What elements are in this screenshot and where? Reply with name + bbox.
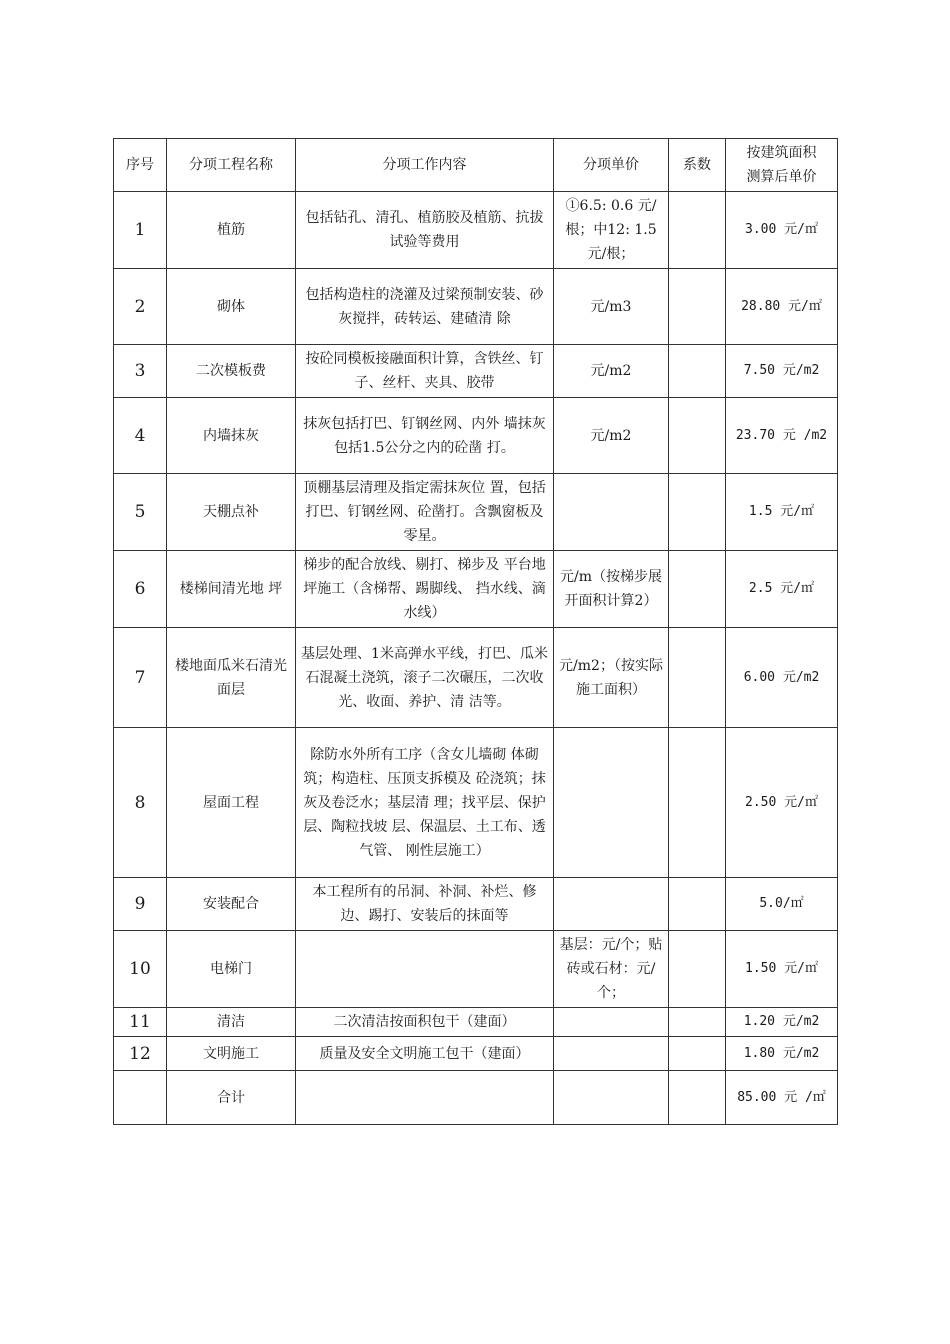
header-price: 分项单价 xyxy=(554,139,669,192)
row-content: 本工程所有的吊洞、补洞、补烂、修边、踢打、安装后的抹面等 xyxy=(296,878,554,931)
row-name: 砌体 xyxy=(167,269,296,345)
row-price xyxy=(554,474,669,551)
row-name: 植筋 xyxy=(167,192,296,269)
row-content: 包括构造柱的浇灌及过梁预制安装、砂灰搅拌，砖转运、建碴清 除 xyxy=(296,269,554,345)
row-total: 28.80 元/㎡ xyxy=(726,269,838,345)
row-coef xyxy=(669,269,726,345)
table-row xyxy=(114,728,838,878)
row-price: 元/m3 xyxy=(554,269,669,345)
row-price xyxy=(554,728,669,878)
row-price xyxy=(554,1008,669,1037)
summary-content xyxy=(296,1071,554,1125)
summary-price xyxy=(554,1071,669,1125)
row-no: 3 xyxy=(114,345,167,398)
header-content: 分项工作内容 xyxy=(296,139,554,192)
row-total: 2.5 元/㎡ xyxy=(726,551,838,628)
row-name: 清洁 xyxy=(167,1008,296,1037)
row-no: 9 xyxy=(114,878,167,931)
table-row xyxy=(114,192,838,269)
row-name: 二次模板费 xyxy=(167,345,296,398)
row-coef xyxy=(669,192,726,269)
header-total-line2: 测算后单价 xyxy=(746,169,817,185)
row-total: 1.5 元/㎡ xyxy=(726,474,838,551)
row-no: 2 xyxy=(114,269,167,345)
summary-no xyxy=(114,1071,167,1125)
row-total: 1.50 元/㎡ xyxy=(726,931,838,1008)
row-content xyxy=(296,931,554,1008)
row-total: 23.70 元 /m2 xyxy=(726,398,838,474)
row-content: 质量及安全文明施工包干（建面） xyxy=(296,1037,554,1071)
row-coef xyxy=(669,551,726,628)
row-no: 7 xyxy=(114,628,167,728)
row-price: 基层：元/个；贴砖或石材：元/个； xyxy=(554,931,669,1008)
table-row xyxy=(114,628,838,728)
row-name: 楼地面瓜米石清光面层 xyxy=(167,628,296,728)
summary-coef xyxy=(669,1071,726,1125)
row-content: 除防水外所有工序（含女儿墙砌 体砌筑；构造柱、压顶支拆模及 砼浇筑；抹灰及卷泛水；基层清 理；找平层、保护层、陶粒找坡 层、保温层、土工布、透气管、 刚性层施工） xyxy=(296,728,554,878)
row-no: 1 xyxy=(114,192,167,269)
row-no: 11 xyxy=(114,1008,167,1037)
row-price xyxy=(554,878,669,931)
row-content: 梯步的配合放线、剔打、梯步及 平台地坪施工（含梯帮、踢脚线、 挡水线、滴水线） xyxy=(296,551,554,628)
table-row xyxy=(114,1037,838,1071)
table-row xyxy=(114,931,838,1008)
row-name: 文明施工 xyxy=(167,1037,296,1071)
row-name: 安装配合 xyxy=(167,878,296,931)
row-content: 包括钻孔、清孔、植筋胶及植筋、抗拔试验等费用 xyxy=(296,192,554,269)
row-name: 电梯门 xyxy=(167,931,296,1008)
row-total: 5.0/㎡ xyxy=(726,878,838,931)
row-price xyxy=(554,1037,669,1071)
row-coef xyxy=(669,1037,726,1071)
row-price: 元/m（按梯步展开面积计算2） xyxy=(554,551,669,628)
table-row xyxy=(114,398,838,474)
row-no: 12 xyxy=(114,1037,167,1071)
row-content: 顶棚基层清理及指定需抹灰位 置，包括打巴、钉钢丝网、砼凿打。含飘窗板及零星。 xyxy=(296,474,554,551)
summary-row xyxy=(114,1071,838,1125)
row-total: 1.20 元/m2 xyxy=(726,1008,838,1037)
row-no: 6 xyxy=(114,551,167,628)
row-total: 2.50 元/㎡ xyxy=(726,728,838,878)
table-row xyxy=(114,269,838,345)
row-price: 元/m2 xyxy=(554,398,669,474)
row-content: 按砼同模板接融面积计算，含铁丝、钉子、丝杆、夹具、胶带 xyxy=(296,345,554,398)
summary-total: 85.00 元 /㎡ xyxy=(726,1071,838,1125)
row-content: 二次清洁按面积包干（建面） xyxy=(296,1008,554,1037)
header-total-line1: 按建筑面积 xyxy=(746,145,817,161)
row-name: 天棚点补 xyxy=(167,474,296,551)
summary-name: 合计 xyxy=(167,1071,296,1125)
table-row xyxy=(114,345,838,398)
row-total: 6.00 元/m2 xyxy=(726,628,838,728)
table-row xyxy=(114,551,838,628)
row-content: 基层处理、1米高弹水平线，打巴、瓜米石混凝土浇筑，滚子二次碾压，二次收光、收面、养护、清 洁等。 xyxy=(296,628,554,728)
table-row xyxy=(114,1008,838,1037)
row-no: 8 xyxy=(114,728,167,878)
row-price: 元/m2；（按实际施工面积） xyxy=(554,628,669,728)
row-total: 7.50 元/m2 xyxy=(726,345,838,398)
row-coef xyxy=(669,474,726,551)
row-no: 10 xyxy=(114,931,167,1008)
row-name: 楼梯间清光地 坪 xyxy=(167,551,296,628)
row-total: 1.80 元/m2 xyxy=(726,1037,838,1071)
row-no: 5 xyxy=(114,474,167,551)
row-coef xyxy=(669,628,726,728)
row-coef xyxy=(669,1008,726,1037)
header-name: 分项工程名称 xyxy=(167,139,296,192)
row-total: 3.00 元/㎡ xyxy=(726,192,838,269)
header-no: 序号 xyxy=(114,139,167,192)
table-row xyxy=(114,474,838,551)
table-row xyxy=(114,878,838,931)
row-coef xyxy=(669,398,726,474)
row-name: 内墙抹灰 xyxy=(167,398,296,474)
row-coef xyxy=(669,345,726,398)
row-price: ①6.5: 0.6 元/根；中12: 1.5 元/根； xyxy=(554,192,669,269)
header-total xyxy=(726,139,838,192)
row-coef xyxy=(669,878,726,931)
row-coef xyxy=(669,728,726,878)
row-price: 元/m2 xyxy=(554,345,669,398)
row-coef xyxy=(669,931,726,1008)
row-no: 4 xyxy=(114,398,167,474)
row-content: 抹灰包括打巴、钉钢丝网、内外 墙抹灰包括1.5公分之内的砼凿 打。 xyxy=(296,398,554,474)
table-header-row xyxy=(114,139,838,192)
header-coef: 系数 xyxy=(669,139,726,192)
cost-table xyxy=(113,138,838,1125)
row-name: 屋面工程 xyxy=(167,728,296,878)
